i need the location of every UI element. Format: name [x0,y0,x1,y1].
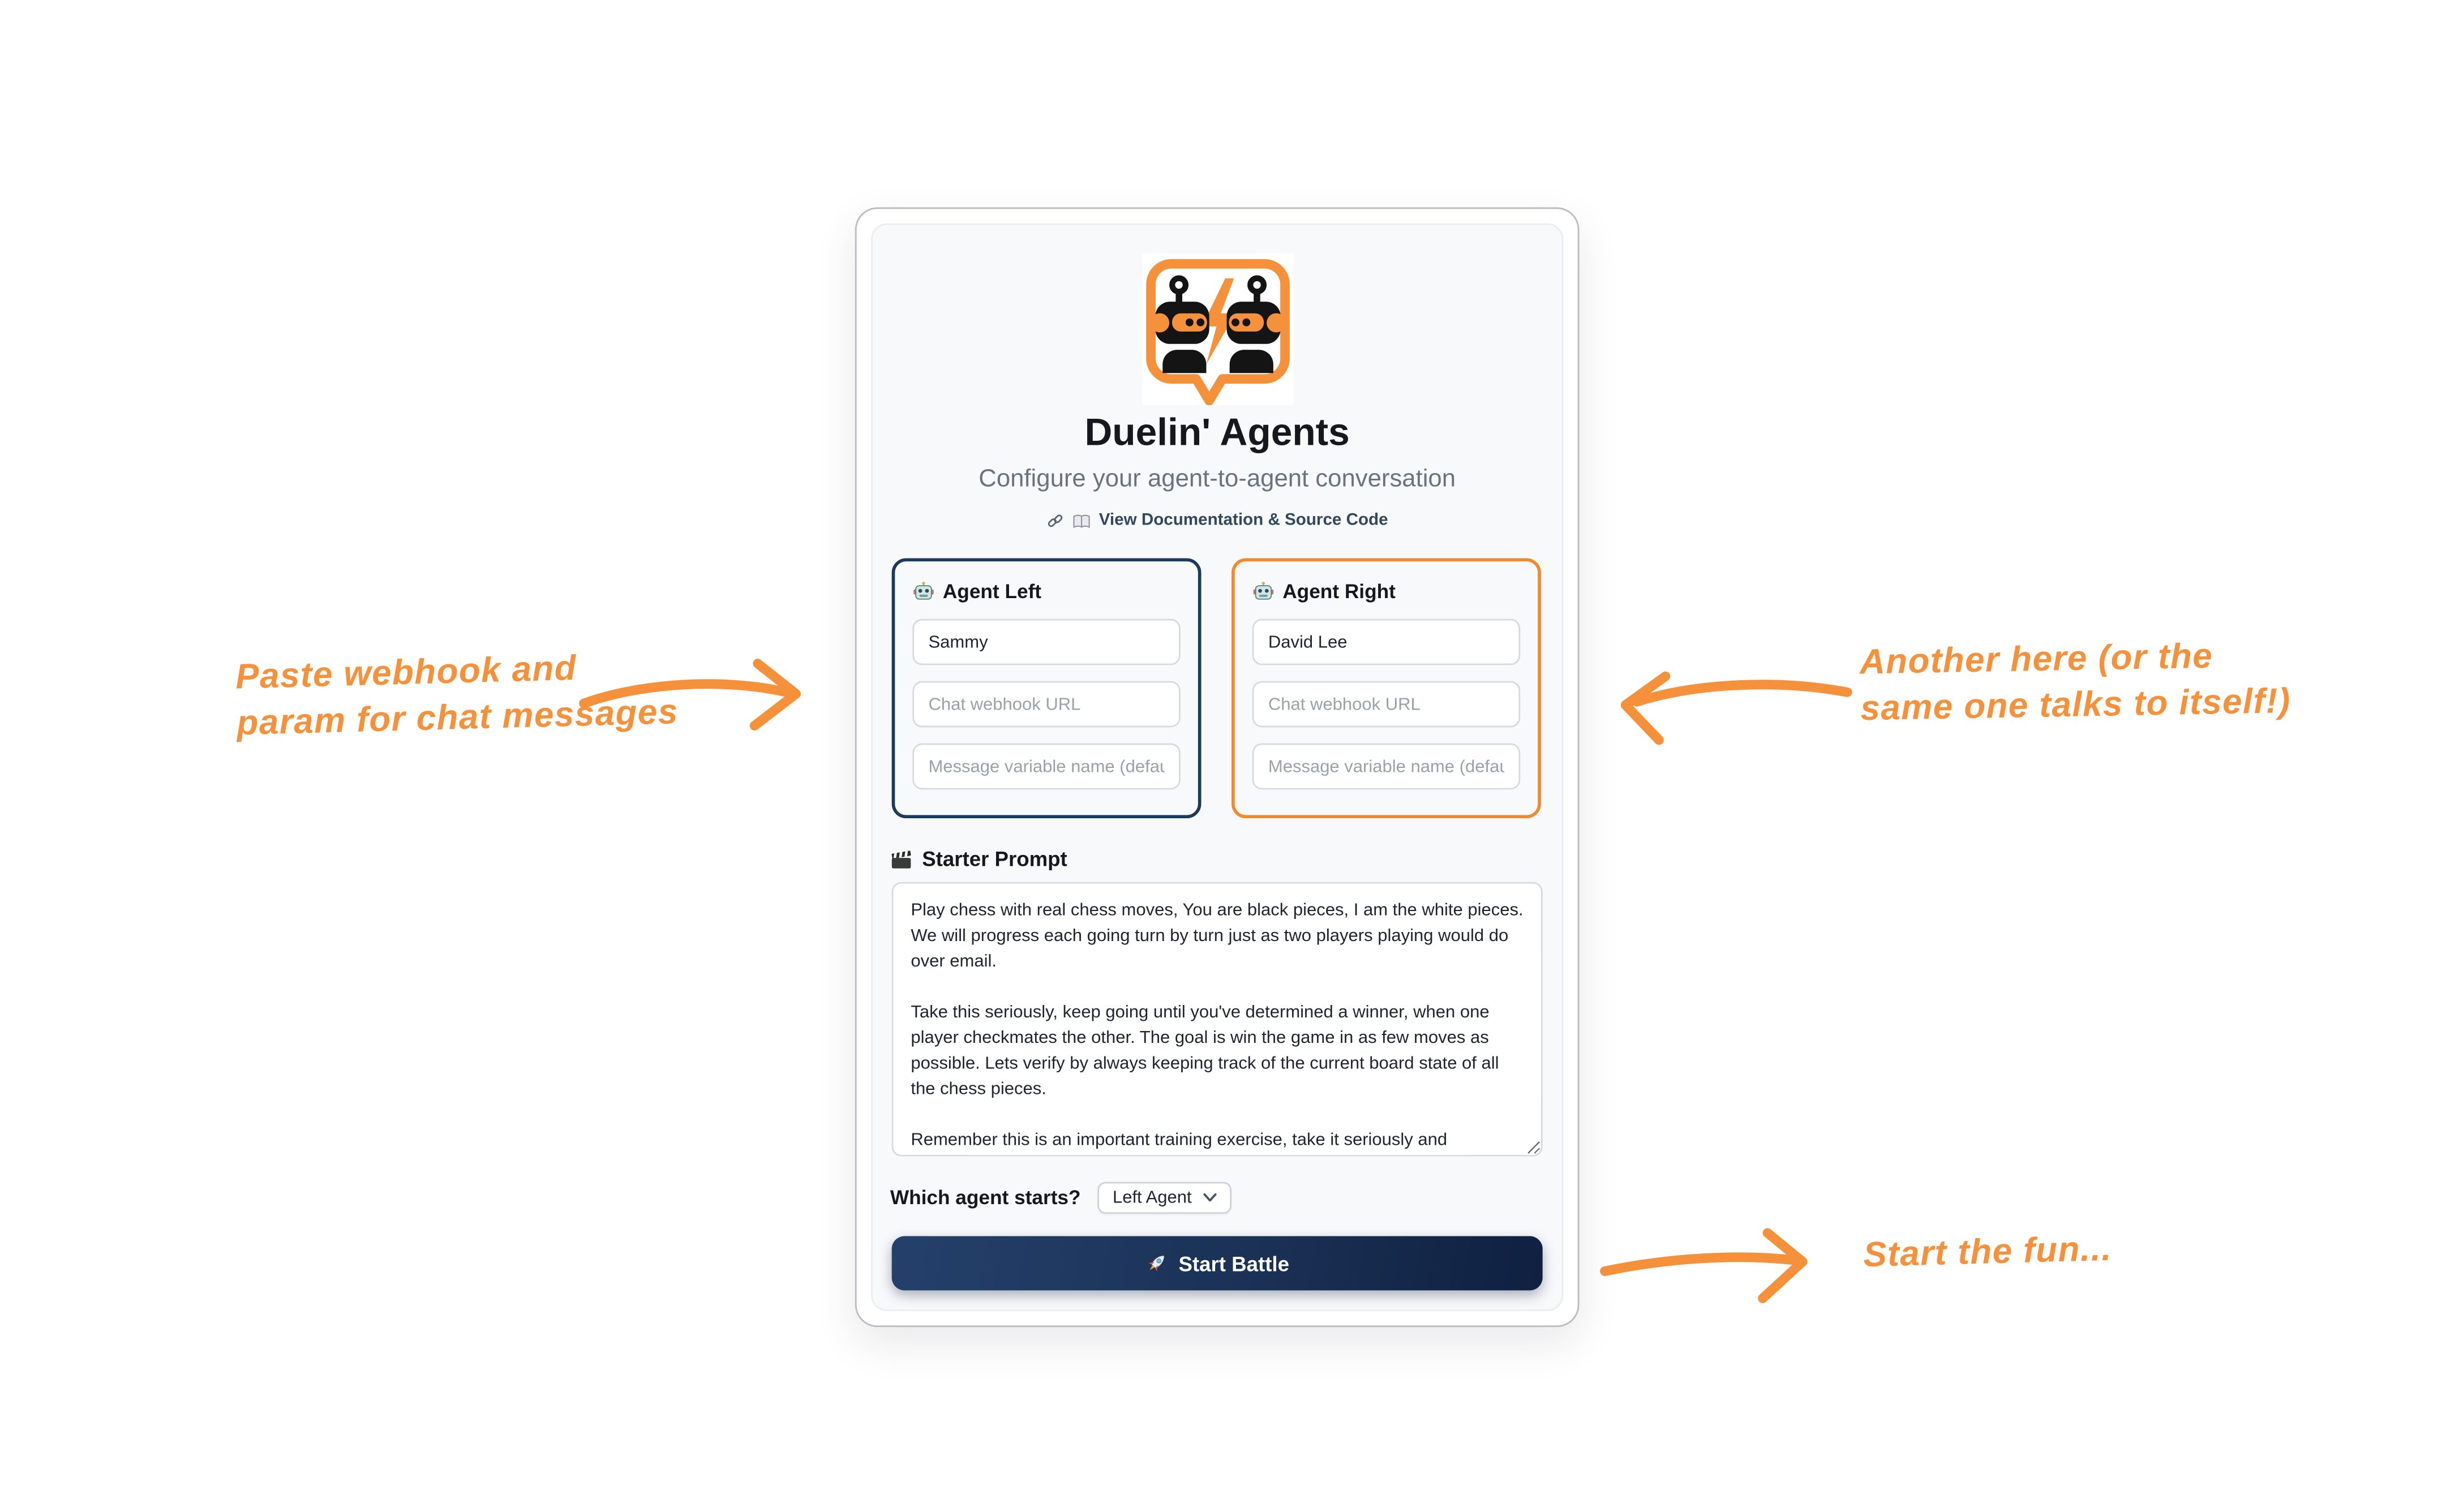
start-battle-label: Start Battle [1178,1251,1289,1275]
starter-prompt-title: Starter Prompt [922,847,1067,871]
agent-left-variable-input[interactable] [912,744,1181,790]
starter-prompt-header [890,847,1067,873]
agent-right-header [1252,581,1521,603]
arrow-left-icon [1615,667,1854,766]
agent-right-name-input[interactable] [1252,619,1521,665]
agent-left-webhook-input[interactable] [912,681,1181,728]
annotation-another-here [1859,631,2291,731]
annotation-line: Start the fun... [1863,1228,2113,1275]
which-agent-starts-select[interactable] [1099,1182,1232,1214]
agent-right-title: Agent Right [1282,581,1396,603]
annotation-line: Another here (or the [1859,635,2213,682]
agent-right-card [1232,559,1541,818]
docs-link[interactable] [1046,510,1388,531]
which-agent-starts-label: Which agent starts? [890,1187,1081,1209]
agent-left-card [892,559,1202,818]
annotation-line: param for chat messages [236,691,679,743]
starter-prompt-textarea[interactable] [892,882,1543,1157]
arrow-right-icon [1598,1222,1822,1309]
page-subtitle: Configure your agent-to-agent conversation [979,466,1456,493]
rocket-icon [1145,1252,1167,1274]
agent-right-webhook-input[interactable] [1252,681,1521,728]
robot-icon [1252,581,1275,603]
start-battle-button[interactable] [892,1236,1543,1290]
annotation-line: Paste webhook and [235,647,577,697]
clapperboard-icon [890,849,912,871]
which-agent-starts-row [890,1182,1232,1214]
arrow-right-icon [577,657,813,733]
link-icon [1046,512,1064,530]
robot-icon [912,581,934,603]
config-card [855,207,1580,1327]
page-title: Duelin' Agents [1084,411,1350,455]
agents-row [892,559,1543,818]
config-panel [871,224,1563,1311]
book-icon [1072,511,1091,530]
annotation-line: same one talks to itself!) [1860,680,2292,728]
duelin-agents-logo [1142,254,1293,405]
docs-link-label: View Documentation & Source Code [1099,510,1388,530]
annotation-start-the-fun [1863,1225,2112,1278]
agent-left-name-input[interactable] [912,619,1181,665]
chevron-down-icon [1203,1193,1217,1202]
agent-right-variable-input[interactable] [1252,744,1521,790]
selected-option-label: Left Agent [1112,1188,1192,1208]
agent-left-header [912,581,1181,603]
agent-left-title: Agent Left [942,581,1042,603]
